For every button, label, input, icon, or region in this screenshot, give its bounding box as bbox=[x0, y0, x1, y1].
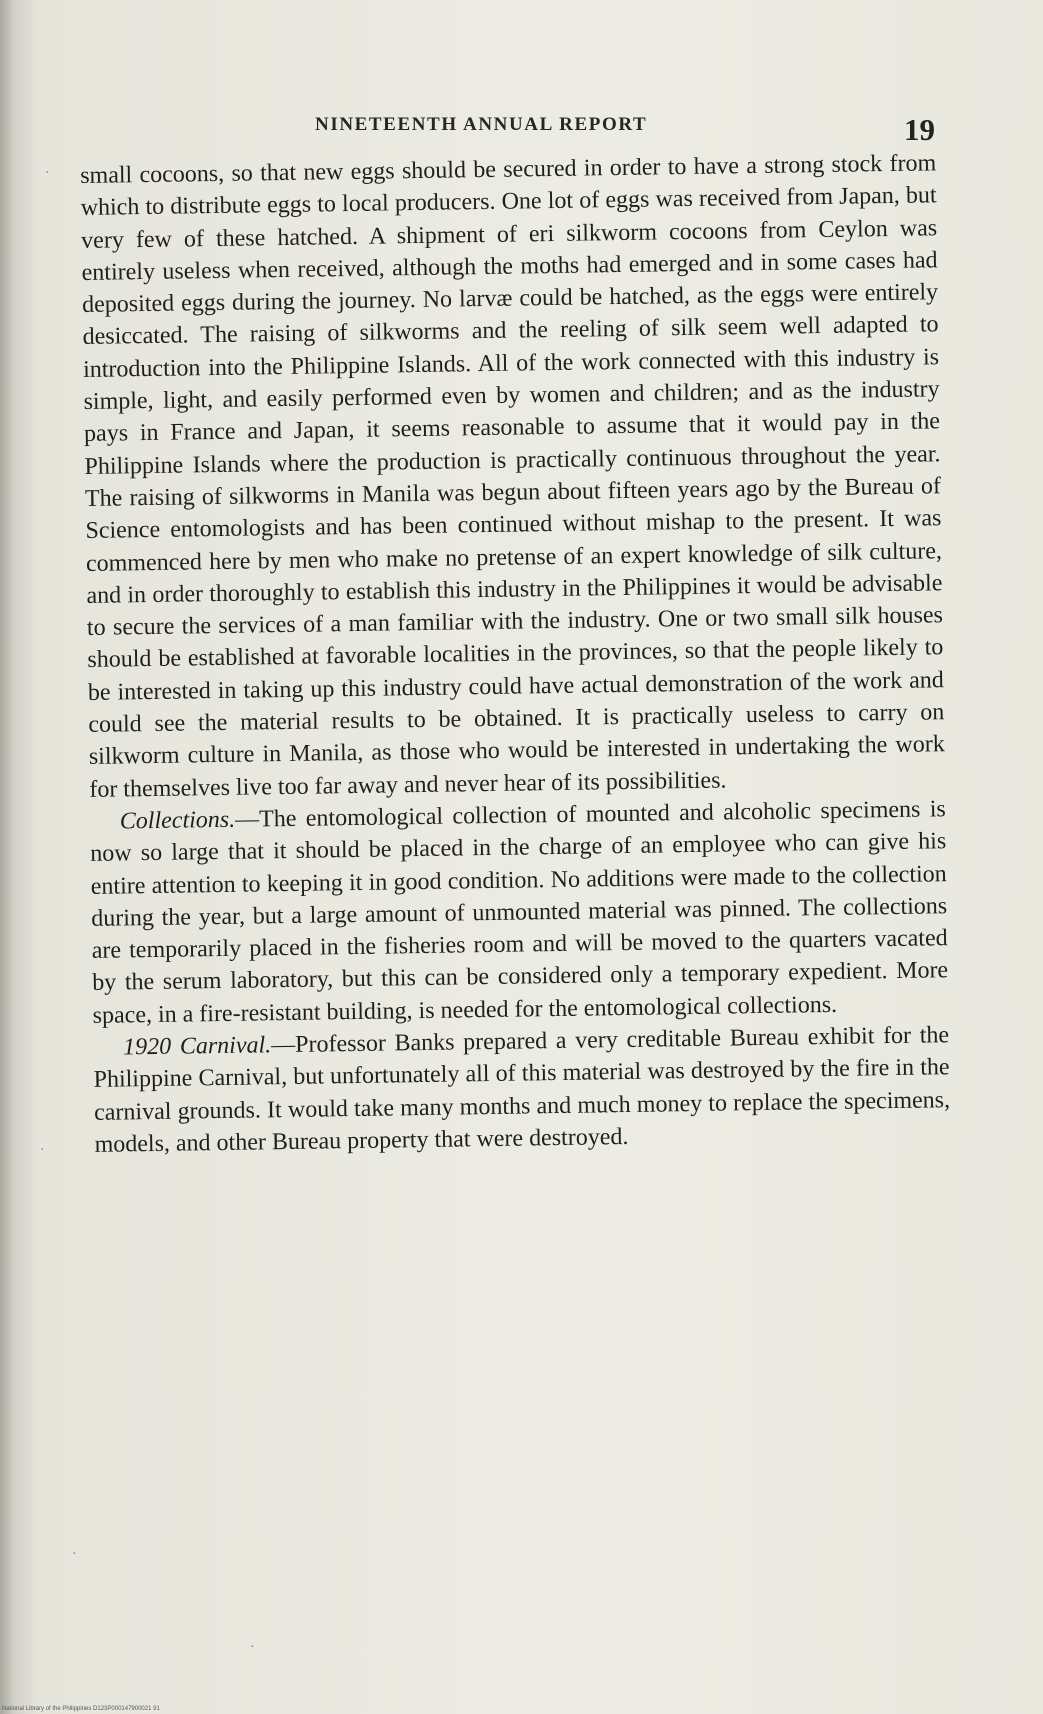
section-lead-carnival: 1920 Carnival. bbox=[122, 1032, 272, 1061]
paragraph-text: —Professor Banks prepared a very creditable Bureau exhibit for the Philippine Carnival, but unfortunately all of this material was destroyed by the fire in the carnival grounds. It would take many months and much money to replace the specimens, models, and other Bureau property that were destroyed. bbox=[93, 1022, 951, 1158]
scan-speck: · bbox=[45, 166, 50, 181]
report-body bbox=[80, 147, 951, 1161]
page-number: 19 bbox=[904, 112, 935, 147]
paragraph-text: —The entomological collection of mounted and alcoholic specimens is now so large that it should be placed in the charge of an employee who can give his entire attention to keeping it in good condition. No additions were made to the collection during the year, but a large amount of unmounted material was pinned. The collections are temporarily placed in the fisheries room and will be moved to the quarters vacated by the serum laboratory, but this can be considered only a temporary expedient. More space, in a fire-resistant building, is needed for the entomological collections. bbox=[90, 796, 949, 1029]
running-title: NINETEENTH ANNUAL REPORT bbox=[315, 114, 648, 135]
scan-speck: · bbox=[250, 1640, 255, 1655]
paragraph-text: small cocoons, so that new eggs should be secured in order to have a strong stock from which to distribute eggs to local producers. One lot of eggs was received from Japan, but very few of these hatched. A shipment of eri silkworm cocoons from Ceylon was entirely useless when received, although the moths had emerged and in some cases had deposited eggs during the journey. No larvæ could be hatched, as the eggs were entirely desiccated. The raising of silkworms and the reeling of silk seem well adapted to introduction into the Philippine Islands. All of the work connected with this industry is simple, light, and easily performed even by women and children; and as the industry pays in France and Japan, it seems reasonable to assume that it would pay in the Philippine Islands where the production is practically continuous throughout the year. The raising of silkworms in Manila was begun about fifteen years ago by the Bureau of Science entomologists and has been continued without mishap to the present. It was commenced here by men who make no pretense of an expert knowledge of silk culture, and in order thoroughly to establish this industry in the Philippines it would be advisable to secure the services of a man familiar with the industry. One or two small silk houses should be established at favorable localities in the provinces, so that the people likely to be interested in taking up this industry could have actual demonstration of the work and could see the material results to be obtained. It is practically useless to carry on silkworm culture in Manila, as those who would be interested in undertaking the work for themselves live too far away and never hear of its possibilities. bbox=[80, 150, 945, 803]
scan-speck: · bbox=[72, 1547, 77, 1562]
page-header bbox=[0, 104, 1043, 152]
paragraph-1920-carnival bbox=[93, 1019, 951, 1161]
paragraph-collections bbox=[90, 793, 949, 1032]
scan-credit: National Library of the Philippines D123P000147900021 91 bbox=[2, 1706, 160, 1712]
scan-speck: · bbox=[40, 1143, 45, 1158]
section-lead-collections: Collections. bbox=[119, 806, 236, 835]
paragraph-silkworm-culture bbox=[80, 147, 945, 806]
